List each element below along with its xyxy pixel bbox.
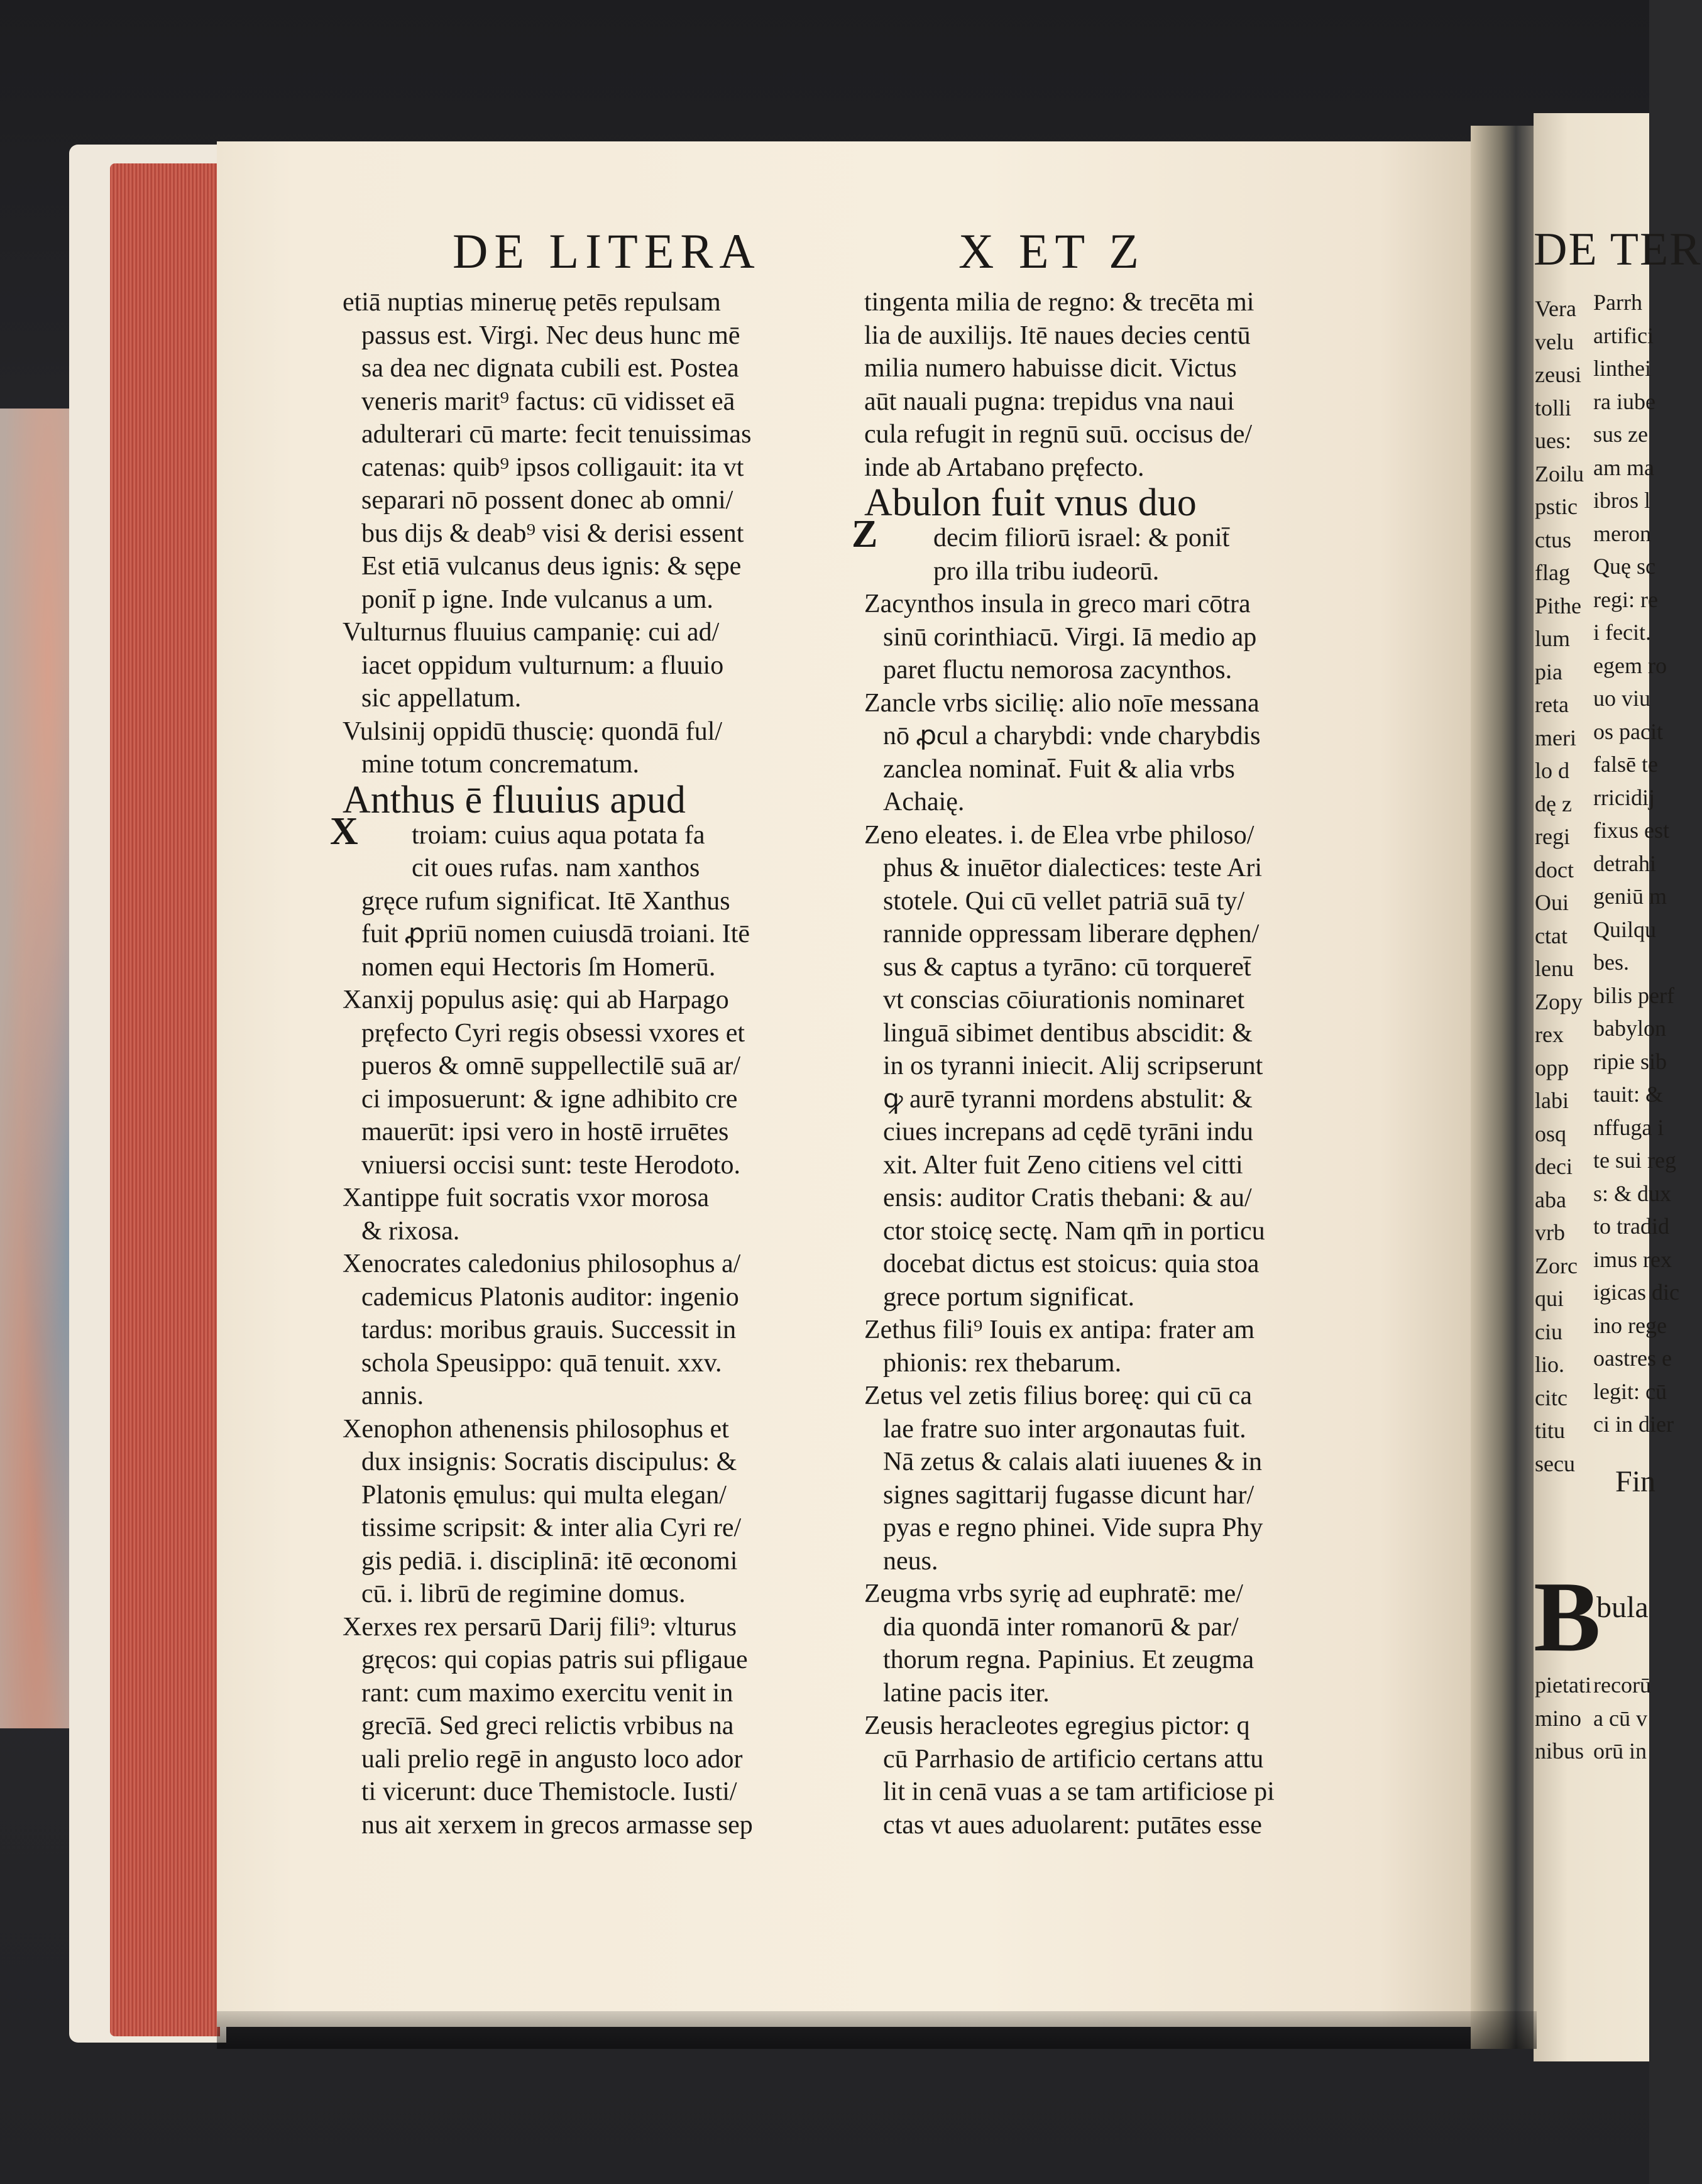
entry-line: separari nō possent donec ab omni/ [361, 486, 733, 515]
entry-line: ensis: auditor Cratis thebani: & au/ [883, 1183, 1252, 1212]
entry-line: cū Parrhasio de artificio certans attu [883, 1744, 1264, 1774]
facing-fragment-right: orū in [1593, 1738, 1647, 1764]
entry-line: Zethus fili⁹ Iouis ex antipa: frater am [864, 1315, 1255, 1344]
entry-line: Achaię. [883, 787, 965, 816]
facing-fragment-right: to tradid [1593, 1214, 1669, 1239]
entry-line: sinū corinthiacū. Virgi. Iā medio ap [883, 622, 1257, 652]
entry-line: bus dijs & deab⁹ visi & derisi essent [361, 519, 744, 548]
entry-line: Xenophon athenensis philosophus et [343, 1414, 729, 1444]
entry-line: tingenta milia de regno: & trecēta mi [864, 288, 1255, 317]
facing-running-head: DE TER [1534, 224, 1702, 275]
line-text: decim filiorū israel: & ponit̄ [933, 524, 1230, 552]
facing-fragment-right: bilis perf [1593, 982, 1674, 1008]
entry-line: milia numero habuisse dicit. Victus [864, 354, 1237, 383]
entry-line: mine totum concrematum. [361, 750, 640, 779]
running-head-left: DE LITERA [453, 224, 761, 278]
facing-fragment-left: pia [1535, 659, 1562, 684]
entry-line: etiā nuptias mineruę petēs repulsam [343, 288, 721, 317]
facing-fragment-right: Quilqu [1593, 916, 1657, 942]
entry-line [330, 809, 839, 853]
facing-fragment-right: oastres e [1593, 1346, 1672, 1371]
facing-fragment-right: fixus est [1593, 818, 1669, 843]
entry-line: Xenocrates caledonius philosophus a/ [343, 1249, 741, 1278]
facing-fragment-left: lo d [1535, 758, 1570, 783]
entry-line: xit. Alter fuit Zeno citiens vel citti [883, 1150, 1243, 1180]
line-text: troiam: cuius aqua potata fa [412, 820, 705, 850]
entry-line [852, 513, 1373, 556]
entry-line: pyas e regno phinei. Vide supra Phy [883, 1513, 1263, 1542]
facing-fragment-right: rricidij [1593, 784, 1655, 810]
facing-fragment-left: rex [1535, 1022, 1564, 1047]
facing-fragment-left: Vera [1535, 296, 1576, 321]
entry-line: tissime scripsit: & inter alia Cyri re/ [361, 1513, 742, 1542]
entry-line: fuit ꝓpriū nomen cuiusdā troiani. Itē [361, 919, 750, 948]
facing-fragment-right: imus rex [1593, 1246, 1672, 1272]
facing-fragment-right: egem ro [1593, 652, 1667, 678]
entry-line: Zetus vel zetis filius boreę: qui cū ca [864, 1381, 1252, 1410]
entry-line: in os tyranni iniecit. Alij scripserunt [883, 1051, 1263, 1080]
entry-line: mauerūt: ipsi vero in hostē irruētes [361, 1117, 729, 1146]
entry-line: latine pacis iter. [883, 1678, 1050, 1708]
entry-line: cula refugit in regnū suū. occisus de/ [864, 420, 1252, 449]
facing-fragment-left: labi [1535, 1088, 1569, 1113]
facing-fragment-left: flag [1535, 560, 1570, 585]
facing-fragment-right: Parrh [1593, 290, 1642, 315]
facing-fragment-left: vrb [1535, 1220, 1565, 1245]
entry-line: phionis: rex thebarum. [883, 1348, 1122, 1378]
facing-fragment-right: te sui reg [1593, 1148, 1676, 1173]
facing-initial-letter: B [1534, 1561, 1601, 1672]
facing-fragment-right: ripie sib [1593, 1048, 1667, 1074]
entry-line: rannide oppressam liberare dęphen/ [883, 919, 1260, 948]
facing-fragment-left: pstic [1535, 494, 1578, 519]
facing-fragment-right: s: & dux [1593, 1180, 1672, 1206]
entry-line: sus & captus a tyrāno: cū torqueret̄ [883, 952, 1251, 982]
entry-line: dia quondā inter romanorū & par/ [883, 1612, 1239, 1642]
facing-fragment-right: detrahi [1593, 850, 1656, 876]
bottom-shadow [217, 2011, 1537, 2049]
entry-line: vt conscias cōiurationis nominaret [883, 985, 1245, 1014]
facing-fragment-right: geniū m [1593, 884, 1667, 909]
entry-line: cademicus Platonis auditor: ingenio [361, 1282, 739, 1312]
facing-fragment-right: meron [1593, 520, 1651, 546]
facing-fragment-right: os pacit [1593, 718, 1663, 744]
entry-line: ꝙ aurē tyranni mordens abstulit: & [883, 1084, 1253, 1114]
red-fore-edge [110, 163, 220, 2036]
facing-fragment-right: nffuga i [1593, 1114, 1664, 1140]
entry-line: pro illa tribu iudeorū. [933, 556, 1160, 586]
entry-line: ctas vt aues aduolarent: putātes esse [883, 1810, 1262, 1840]
facing-fragment-left: Zopy [1535, 989, 1583, 1014]
entry-line: Zeusis heracleotes egregius pictor: q [864, 1711, 1250, 1740]
entry-line: Est etiā vulcanus deus ignis: & sępe [361, 552, 742, 581]
facing-fragment-right: falsē te [1593, 752, 1658, 777]
entry-line: lae fratre suo inter argonautas fuit. [883, 1414, 1246, 1444]
facing-fragment-left: ues: [1535, 428, 1571, 453]
entry-line: vniuersi occisi sunt: teste Herodoto. [361, 1150, 741, 1180]
facing-fragment-left: pietati [1535, 1672, 1591, 1698]
facing-fragment-left: meri [1535, 725, 1576, 750]
entry-line: Vulturnus fluuius campanię: cui ad/ [343, 618, 720, 647]
entry-line: & rixosa. [361, 1216, 460, 1246]
facing-fragment-left: secu [1535, 1451, 1575, 1476]
facing-fragment-left: nibus [1535, 1738, 1584, 1764]
facing-fragment-right: igicas dic [1593, 1280, 1679, 1305]
facing-fragment-left: dę z [1535, 791, 1572, 816]
entry-line: ctor stoicę sectę. Nam qm̄ in porticu [883, 1216, 1265, 1246]
entry-line: sa dea nec dignata cubili est. Postea [361, 354, 739, 383]
entry-line: dux insignis: Socratis discipulus: & [361, 1447, 737, 1476]
facing-fragment-left: Zoilu [1535, 461, 1584, 486]
facing-fin-label: Fin [1615, 1465, 1656, 1498]
entry-line: Xantippe fuit socratis vxor morosa [343, 1183, 710, 1212]
entry-line: docebat dictus est stoicus: quia stoa [883, 1249, 1260, 1278]
facing-fragment-right: babylon [1593, 1016, 1666, 1041]
facing-fragment-left: osq [1535, 1121, 1567, 1146]
entry-line: linguā sibimet dentibus abscidit: & [883, 1018, 1253, 1048]
entry-line: annis. [361, 1381, 424, 1410]
initial-letter: Z [852, 513, 878, 556]
entry-line: pręfecto Cyri regis obsessi vxores et [361, 1018, 745, 1048]
facing-fragment-left: citc [1535, 1385, 1567, 1410]
entry-line: thorum regna. Papinius. Et zeugma [883, 1645, 1255, 1674]
facing-fragment-left: doct [1535, 857, 1574, 882]
entry-line: Vulsinij oppidū thuscię: quondā ful/ [343, 716, 723, 746]
entry-line: stotele. Qui cū vellet patriā suā ty/ [883, 886, 1244, 916]
facing-fragment-right: linthei [1593, 356, 1651, 381]
entry-line: phus & inuētor dialectices: teste Ari [883, 853, 1263, 882]
entry-line: Zeugma vrbs syrię ad euphratē: me/ [864, 1579, 1243, 1608]
section-heading: Abulon fuit vnus duo [864, 481, 1197, 524]
facing-fragment-left: Zorc [1535, 1253, 1578, 1278]
entry-line: uali prelio regē in angusto loco ador [361, 1744, 743, 1774]
entry-line: Zancle vrbs sicilię: alio noīe messana [864, 688, 1260, 718]
facing-fragment-right: tauit: & [1593, 1082, 1663, 1107]
entry-line: aūt nauali pugna: trepidus vna naui [864, 387, 1235, 416]
facing-page [1534, 113, 1702, 2061]
facing-fragment-right: ci in dier [1593, 1412, 1674, 1437]
entry-line: inde ab Artabano pręfecto. [864, 453, 1145, 482]
entry-line: pueros & omnē suppellectilē suā ar/ [361, 1051, 740, 1080]
entry-line: sic appellatum. [361, 684, 522, 713]
entry-line: zanclea nominat̄. Fuit & alia vrbs [883, 754, 1235, 784]
entry-line: neus. [883, 1546, 938, 1576]
facing-fragment-right: am ma [1593, 454, 1654, 480]
text-column-right [852, 286, 1373, 1841]
facing-fragment-left: lum [1535, 626, 1571, 651]
facing-fragment-left: ctat [1535, 923, 1567, 948]
entry-line: ponit̄ p igne. Inde vulcanus a um. [361, 584, 713, 614]
facing-fragment-left: titu [1535, 1418, 1566, 1443]
facing-fragment-right: sus ze [1593, 422, 1648, 447]
entry-line: catenas: quib⁹ ipsos colligauit: ita vt [361, 453, 744, 482]
entry-line: veneris marit⁹ factus: cū vidisset eā [361, 387, 735, 416]
facing-fragment-left: Pithe [1535, 593, 1582, 618]
facing-fragment-left: mino [1535, 1705, 1582, 1731]
facing-fragment-left: lio. [1535, 1352, 1565, 1377]
entry-line: Xerxes rex persarū Darij fili⁹: vlturus [343, 1612, 737, 1642]
facing-fragment-right: i fecit. [1593, 620, 1651, 645]
entry-line: paret fluctu nemorosa zacynthos. [883, 656, 1233, 684]
facing-fragment-left: qui [1535, 1286, 1564, 1311]
facing-fragment-left: lenu [1535, 956, 1574, 981]
entry-line: nomen equi Hectoris ſm Homerū. [361, 952, 716, 982]
entry-line: rant: cum maximo exercitu venit in [361, 1678, 733, 1708]
facing-fragment-left: regi [1535, 824, 1570, 849]
facing-fragment-right: ino rege [1593, 1312, 1667, 1338]
facing-fragment-left: velu [1535, 329, 1574, 354]
facing-fragment-left: zeusi [1535, 362, 1581, 387]
entry-line: passus est. Virgi. Nec deus hunc mē [361, 321, 740, 350]
entry-line: nō ꝓcul a charybdi: vnde charybdis [883, 722, 1261, 750]
entry-line: grecīā. Sed greci relictis vrbibus na [361, 1711, 734, 1740]
facing-fragment-left: aba [1535, 1187, 1566, 1212]
initial-letter: X [330, 809, 358, 853]
facing-fragment-left: Oui [1535, 890, 1569, 915]
facing-fragment-left: deci [1535, 1154, 1573, 1179]
facing-fragment-right: regi: re [1593, 586, 1658, 612]
facing-fragment-left: ciu [1535, 1319, 1562, 1344]
facing-fragment-right: uo viu [1593, 686, 1651, 711]
entry-line: Nā zetus & calais alati iuuenes & in [883, 1447, 1262, 1476]
entry-line: signes sagittarij fugasse dicunt har/ [883, 1480, 1255, 1510]
facing-fragment-left: ctus [1535, 527, 1571, 552]
facing-fragment-right: ibros l [1593, 488, 1651, 513]
entry-line: Zeno eleates. i. de Elea vrbe philoso/ [864, 820, 1255, 850]
entry-line: gis pediā. i. disciplinā: itē œconomi [361, 1546, 738, 1576]
entry-line: gręcos: qui copias patris sui pfligaue [361, 1645, 748, 1674]
running-head-right: X ET Z [958, 224, 1145, 278]
entry-line: schola Speusippo: quā tenuit. xxv. [361, 1348, 722, 1378]
entry-line: cū. i. librū de regimine domus. [361, 1579, 686, 1608]
entry-line: Xanxij populus asię: qui ab Harpago [343, 985, 729, 1014]
facing-fragment-right: Quę sc [1593, 554, 1655, 579]
entry-line: gręce rufum significat. Itē Xanthus [361, 886, 730, 916]
entry-line: ciues increpans ad cędē tyrāni indu [883, 1117, 1253, 1146]
facing-fragment-left: reta [1535, 692, 1569, 717]
entry-line: tardus: moribus grauis. Successit in [361, 1315, 737, 1344]
entry-line: cit oues rufas. nam xanthos [412, 853, 700, 882]
entry-line: adulterari cū marte: fecit tenuissimas [361, 420, 752, 449]
facing-fragment-right: legit: cū [1593, 1378, 1667, 1404]
facing-heading-word: bula [1596, 1591, 1649, 1624]
facing-fragment-left: opp [1535, 1055, 1569, 1080]
entry-line: Platonis ęmulus: qui multa elegan/ [361, 1480, 727, 1510]
facing-fragment-right: ra iube [1593, 388, 1655, 414]
facing-fragment-right: recorū [1593, 1672, 1651, 1698]
entry-line: Zacynthos insula in greco mari cōtra [864, 590, 1251, 618]
section-heading: Anthus ē fluuius apud [343, 778, 686, 821]
facing-fragment-right: bes. [1593, 950, 1629, 975]
entry-line: ci imposuerunt: & igne adhibito cre [361, 1084, 738, 1114]
entry-line: lia de auxilijs. Itē naues decies centū [864, 321, 1251, 350]
facing-fragment-right: artifici [1593, 322, 1654, 348]
facing-fragment-right: a cū v [1593, 1705, 1647, 1731]
entry-line: iacet oppidum vulturnum: a fluuio [361, 650, 724, 680]
entry-line: lit in cenā vuas a se tam artificiose pi [883, 1777, 1275, 1806]
facing-fragment-left: tolli [1535, 395, 1572, 420]
entry-line: nus ait xerxem in grecos armasse sep [361, 1810, 753, 1840]
entry-line: ti vicerunt: duce Themistocle. Iusti/ [361, 1777, 737, 1806]
text-column-left [330, 286, 839, 1841]
entry-line: grece portum significat. [883, 1282, 1135, 1312]
